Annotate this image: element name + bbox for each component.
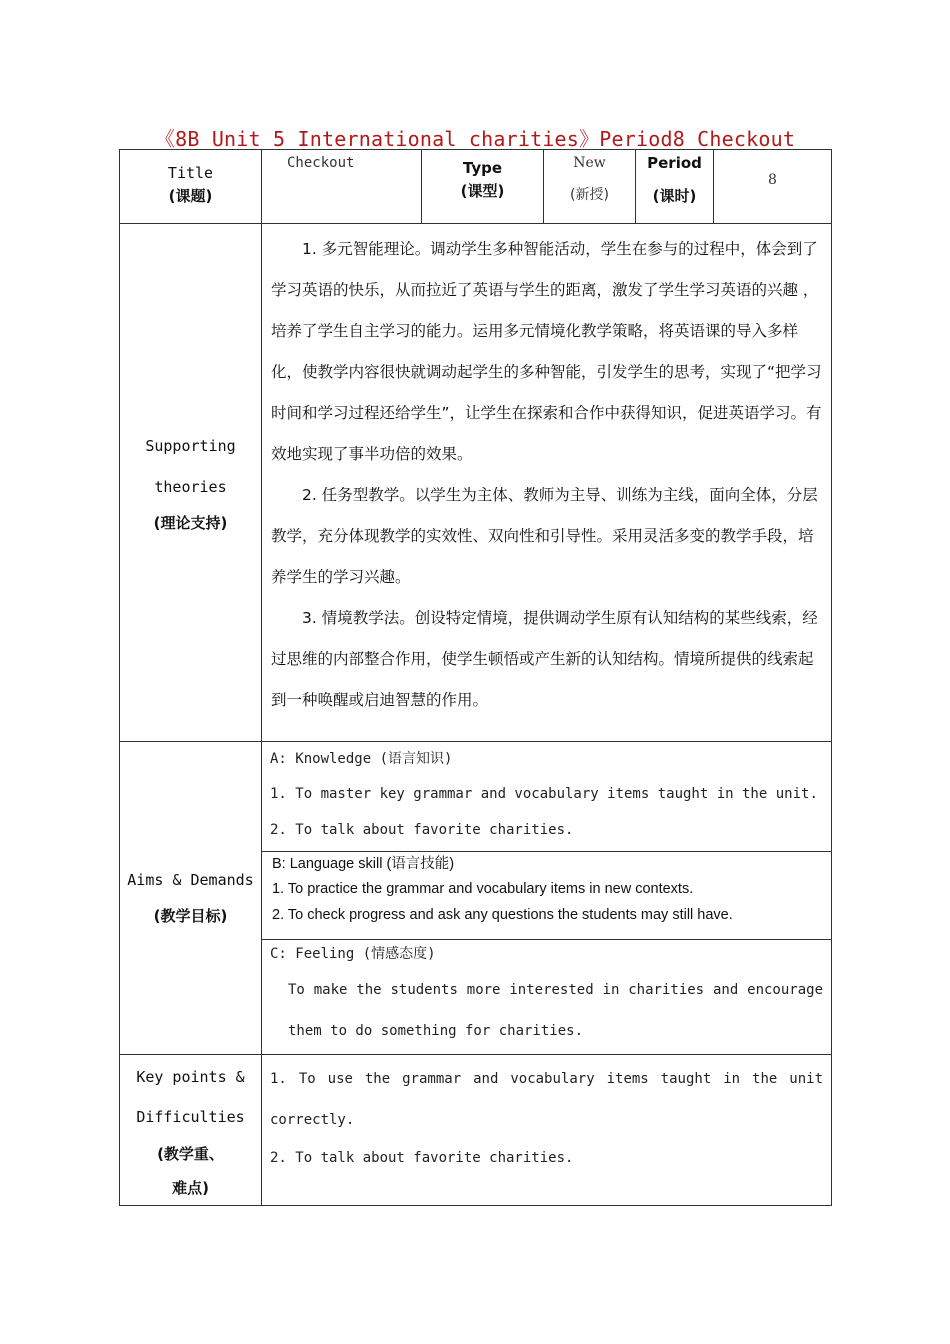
supporting-label-1: Supporting bbox=[145, 436, 236, 455]
theory-paragraph-2: 2. 任务型教学。以学生为主体、教师为主导、训练为主线，面向全体，分层教学，充分体现教学的实效性、双向性和引导性。采用灵活多变的教学手段，培养学生的学习兴趣。 bbox=[271, 486, 818, 586]
knowledge-heading: A: Knowledge (语言知识) bbox=[270, 751, 453, 767]
title-value-cell bbox=[262, 150, 422, 224]
keypoints-label-2: Difficulties bbox=[136, 1108, 245, 1126]
supporting-label-cn: (理论支持) bbox=[153, 513, 228, 532]
keypoints-content-cell bbox=[262, 1055, 832, 1206]
title-label-cell bbox=[120, 150, 262, 224]
feeling-text: To make the students more interested in charities and encourage them to do something for charities. bbox=[288, 982, 823, 1039]
skill-item-1: 1. To practice the grammar and vocabulary items in new contexts. bbox=[272, 881, 694, 897]
type-label: Type bbox=[462, 159, 503, 177]
knowledge-item-1: 1. To master key grammar and vocabulary items taught in the unit. bbox=[270, 786, 818, 802]
period-label: Period bbox=[647, 154, 702, 172]
keypoints-item-2: 2. To talk about favorite charities. bbox=[270, 1150, 574, 1166]
aims-knowledge-row bbox=[120, 742, 832, 852]
keypoints-row bbox=[120, 1055, 832, 1206]
keypoints-item-1: 1. To use the grammar and vocabulary items taught in the unit correctly. bbox=[270, 1071, 823, 1128]
keypoints-label-cell bbox=[120, 1055, 262, 1206]
keypoints-label-1: Key points & bbox=[136, 1068, 245, 1086]
aims-label: Aims & Demands bbox=[127, 871, 254, 889]
supporting-label-2: theories bbox=[154, 477, 227, 496]
period-label-cn: (课时) bbox=[652, 187, 697, 205]
keypoints-label-cn-2: 难点) bbox=[172, 1179, 209, 1197]
type-value: New bbox=[573, 155, 606, 171]
knowledge-item-2: 2. To talk about favorite charities. bbox=[270, 822, 574, 838]
feeling-heading: C: Feeling (情感态度) bbox=[270, 946, 436, 962]
knowledge-cell bbox=[262, 742, 832, 852]
title-value: Checkout bbox=[287, 155, 355, 171]
type-value-cn: (新授) bbox=[570, 187, 609, 203]
header-row bbox=[120, 150, 832, 224]
title-label: Title bbox=[167, 164, 214, 182]
period-value: 8 bbox=[768, 172, 777, 188]
supporting-row bbox=[120, 224, 832, 742]
type-label-cell bbox=[422, 150, 544, 224]
theory-paragraph-3: 3. 情境教学法。创设特定情境，提供调动学生原有认知结构的某些线索，经过思维的内部整合作用，使学生顿悟或产生新的认知结构。情境所提供的线索起到一种唤醒或启迪智慧的作用。 bbox=[271, 609, 818, 709]
period-label-cell bbox=[636, 150, 714, 224]
type-label-cn: (课型) bbox=[460, 182, 505, 200]
skill-heading: B: Language skill (语言技能) bbox=[272, 856, 455, 872]
supporting-content-cell bbox=[262, 224, 832, 742]
aims-label-cn: (教学目标) bbox=[153, 907, 228, 925]
period-value-cell bbox=[714, 150, 832, 224]
skill-item-2: 2. To check progress and ask any questions the students may still have. bbox=[272, 907, 733, 923]
title-label-cn: (课题) bbox=[168, 187, 213, 205]
theory-paragraph-1: 1. 多元智能理论。调动学生多种智能活动，学生在参与的过程中，体会到了学习英语的快乐，从而拉近了英语与学生的距离，激发了学生学习英语的兴趣 ，培养了学生自主学习的能力。运用多元情境化教学策略，将英语课的导入多样化，使教学内容很快就调动起学生的多种智能，引发学生的思考，实现了“把学习时间和学习过程还给学生”，让学生在探索和合作中获得知识，促进英语学习。有效地实现了事半功倍的效果。 bbox=[271, 240, 822, 463]
lesson-plan-table bbox=[119, 149, 832, 1206]
document-title: 《8B Unit 5 International charities》Period8 Checkout bbox=[154, 127, 796, 151]
aims-label-cell bbox=[120, 742, 262, 1055]
type-value-cell bbox=[544, 150, 636, 224]
feeling-cell bbox=[262, 940, 832, 1055]
skill-cell bbox=[262, 852, 832, 940]
keypoints-label-cn-1: (教学重、 bbox=[157, 1145, 224, 1163]
supporting-label-cell bbox=[120, 224, 262, 742]
